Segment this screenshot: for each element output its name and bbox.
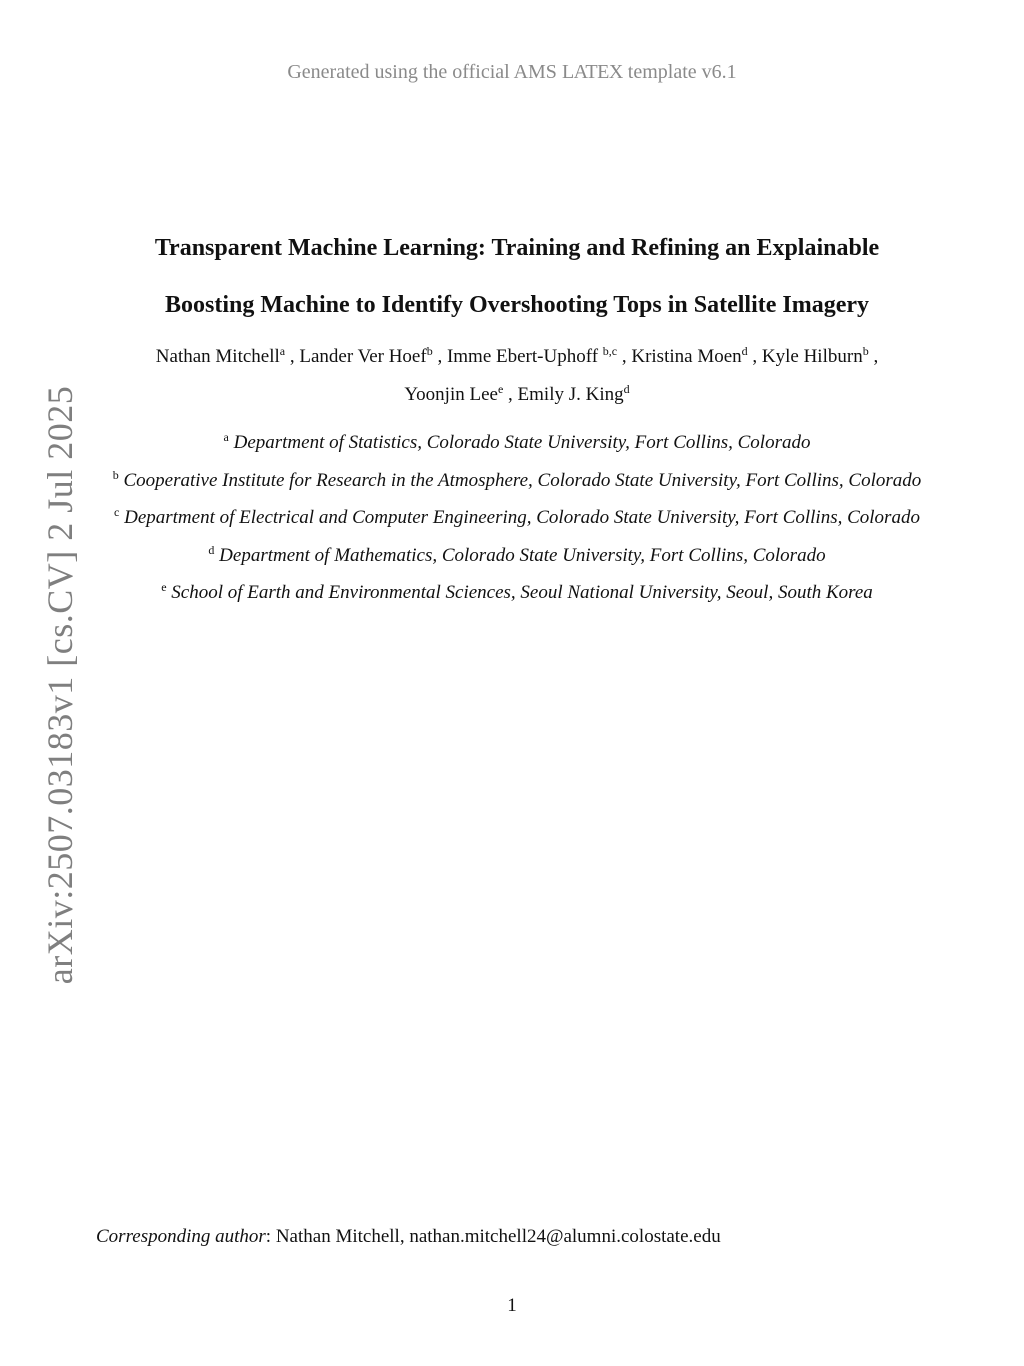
author-affil-mark: e <box>497 382 504 396</box>
author-name: Nathan Mitchell <box>155 346 280 367</box>
affiliation-list <box>96 424 938 612</box>
page-number: 1 <box>507 1295 517 1316</box>
latex-logo: LATEX <box>561 61 623 83</box>
affiliation-text: Department of Statistics, Colorado State University, Fort Collins, Colorado <box>233 432 811 453</box>
author-separator: , <box>747 346 762 367</box>
affiliation-c <box>96 499 938 537</box>
author-name: Emily J. King <box>517 384 624 405</box>
affiliation-b <box>96 462 938 500</box>
corresponding-author-label: Corresponding author <box>96 1226 266 1247</box>
arxiv-identifier-stamp: arXiv:2507.03183v1 [cs.CV] 2 Jul 2025 <box>40 385 80 985</box>
corresponding-author <box>96 1226 721 1248</box>
author-affil-mark: b,c <box>602 344 618 358</box>
affiliation-d <box>96 537 938 575</box>
author-affil-mark: d <box>623 382 630 396</box>
affiliation-key: b <box>112 467 119 482</box>
affiliation-text: Department of Electrical and Computer Engineering, Colorado State University, Fort Collins, Colorado <box>124 507 920 529</box>
affiliation-text: School of Earth and Environmental Sciences, Seoul National University, Seoul, South Korea <box>171 582 873 604</box>
author-affil-mark: b <box>426 344 433 358</box>
author-affil-mark: d <box>741 344 748 358</box>
affiliation-key: d <box>208 542 215 557</box>
author-name: Imme Ebert-Uphoff <box>446 346 603 367</box>
author-line-1 <box>90 338 944 376</box>
corresponding-author-details: : Nathan Mitchell, nathan.mitchell24@alumni.colostate.edu <box>265 1226 721 1247</box>
affiliation-key: c <box>114 505 120 520</box>
author-affil-mark: a <box>279 344 286 358</box>
template-note-suffix: template v6.1 <box>622 61 737 83</box>
template-note <box>0 61 1024 84</box>
author-separator: , <box>285 346 300 367</box>
paper-title <box>100 220 934 334</box>
author-separator: , <box>432 346 447 367</box>
affiliation-key: a <box>223 430 229 444</box>
author-list <box>90 338 944 414</box>
author-line-2 <box>90 376 944 414</box>
affiliation-key: e <box>161 580 167 595</box>
affiliation-a <box>96 424 938 462</box>
author-name: Yoonjin Lee <box>404 384 498 405</box>
affiliation-text: Cooperative Institute for Research in the Atmosphere, Colorado State University, Fort Collins, Colorado <box>123 469 922 491</box>
author-name: Kyle Hilburn <box>761 346 863 367</box>
author-separator: , <box>868 346 879 367</box>
affiliation-text: Department of Mathematics, Colorado State University, Fort Collins, Colorado <box>219 544 826 566</box>
author-separator: , <box>503 384 518 405</box>
author-affil-mark: b <box>862 344 869 358</box>
author-name: Kristina Moen <box>631 346 742 367</box>
title-line-2: Boosting Machine to Identify Overshooting Tops in Satellite Imagery <box>164 292 870 318</box>
author-name: Lander Ver Hoef <box>299 346 427 367</box>
author-separator: , <box>617 346 632 367</box>
affiliation-e <box>96 574 938 612</box>
template-note-prefix: Generated using the official AMS <box>287 61 562 83</box>
title-line-1: Transparent Machine Learning: Training and Refining an Explainable <box>154 235 880 261</box>
